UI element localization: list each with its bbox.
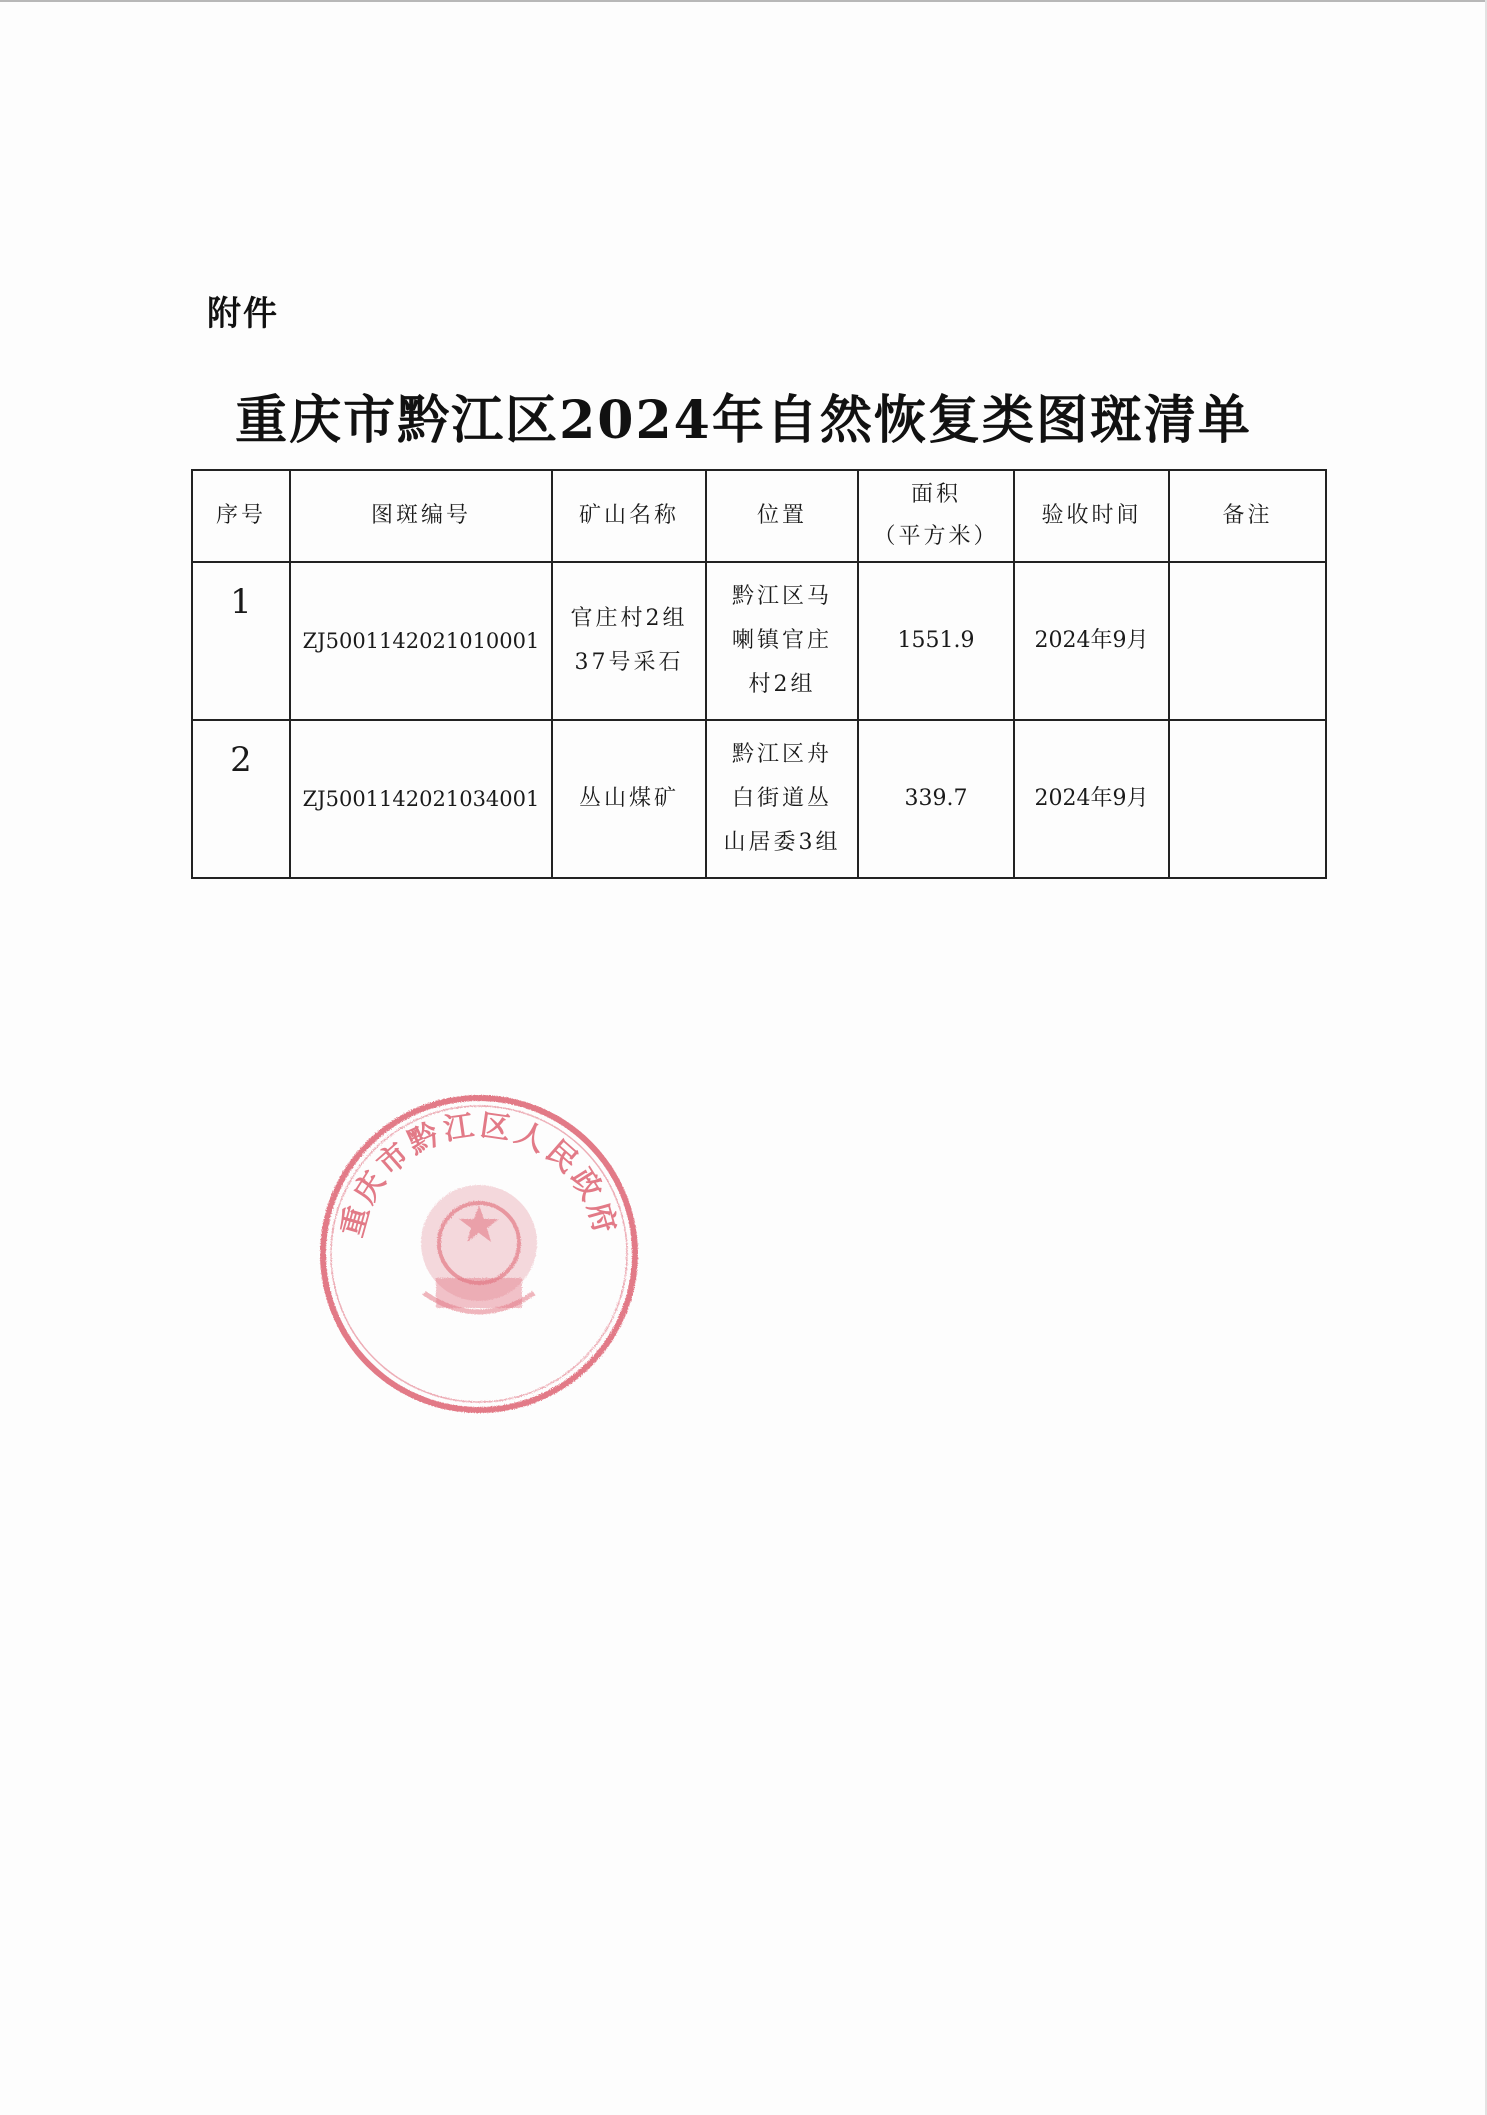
location-line: 山居委3组: [723, 830, 841, 855]
table-header-row: [192, 470, 1326, 562]
location-line: 白街道丛: [731, 786, 832, 811]
location-line: 黔江区马: [731, 584, 832, 609]
attachment-label: 附件: [207, 294, 279, 334]
row-acceptance-time: 2024年9月: [1014, 562, 1169, 720]
row-patch-code: ZJ5001142021010001: [290, 562, 552, 720]
row-area: 339.7: [858, 720, 1014, 878]
row-acceptance-time: 2024年9月: [1014, 720, 1169, 878]
patch-list-table: [191, 469, 1327, 879]
row-remarks: [1169, 720, 1326, 878]
row-location: [706, 562, 858, 720]
scan-edge-top: [0, 0, 1487, 2]
location-line: 喇镇官庄: [731, 628, 832, 653]
header-acceptance-time: 验收时间: [1014, 470, 1169, 562]
header-area: [858, 470, 1014, 562]
header-mine-name: 矿山名称: [552, 470, 706, 562]
official-seal-stamp: [318, 1093, 640, 1415]
row-seq: 2: [192, 720, 290, 878]
mine-name-line: 37号采石: [574, 650, 684, 675]
seal-text: 重庆市黔江区人民政府: [334, 1108, 624, 1241]
national-emblem-icon: [421, 1185, 537, 1312]
row-mine-name: [552, 562, 706, 720]
row-remarks: [1169, 562, 1326, 720]
row-area: 1551.9: [858, 562, 1014, 720]
row-mine-name: [552, 720, 706, 878]
location-line: 黔江区舟: [731, 742, 832, 767]
header-area-label: 面积: [910, 482, 961, 507]
header-location: 位置: [706, 470, 858, 562]
header-patch-code: 图斑编号: [290, 470, 552, 562]
table-row: [192, 720, 1326, 878]
row-location: [706, 720, 858, 878]
header-area-unit: （平方米）: [873, 524, 999, 549]
header-remarks: 备注: [1169, 470, 1326, 562]
row-patch-code: ZJ5001142021034001: [290, 720, 552, 878]
row-seq: 1: [192, 562, 290, 720]
header-seq: 序号: [192, 470, 290, 562]
table-row: [192, 562, 1326, 720]
mine-name-line: 丛山煤矿: [578, 786, 679, 811]
document-title: 重庆市黔江区2024年自然恢复类图斑清单: [235, 390, 1252, 451]
location-line: 村2组: [748, 672, 816, 697]
mine-name-line: 官庄村2组: [570, 606, 688, 631]
